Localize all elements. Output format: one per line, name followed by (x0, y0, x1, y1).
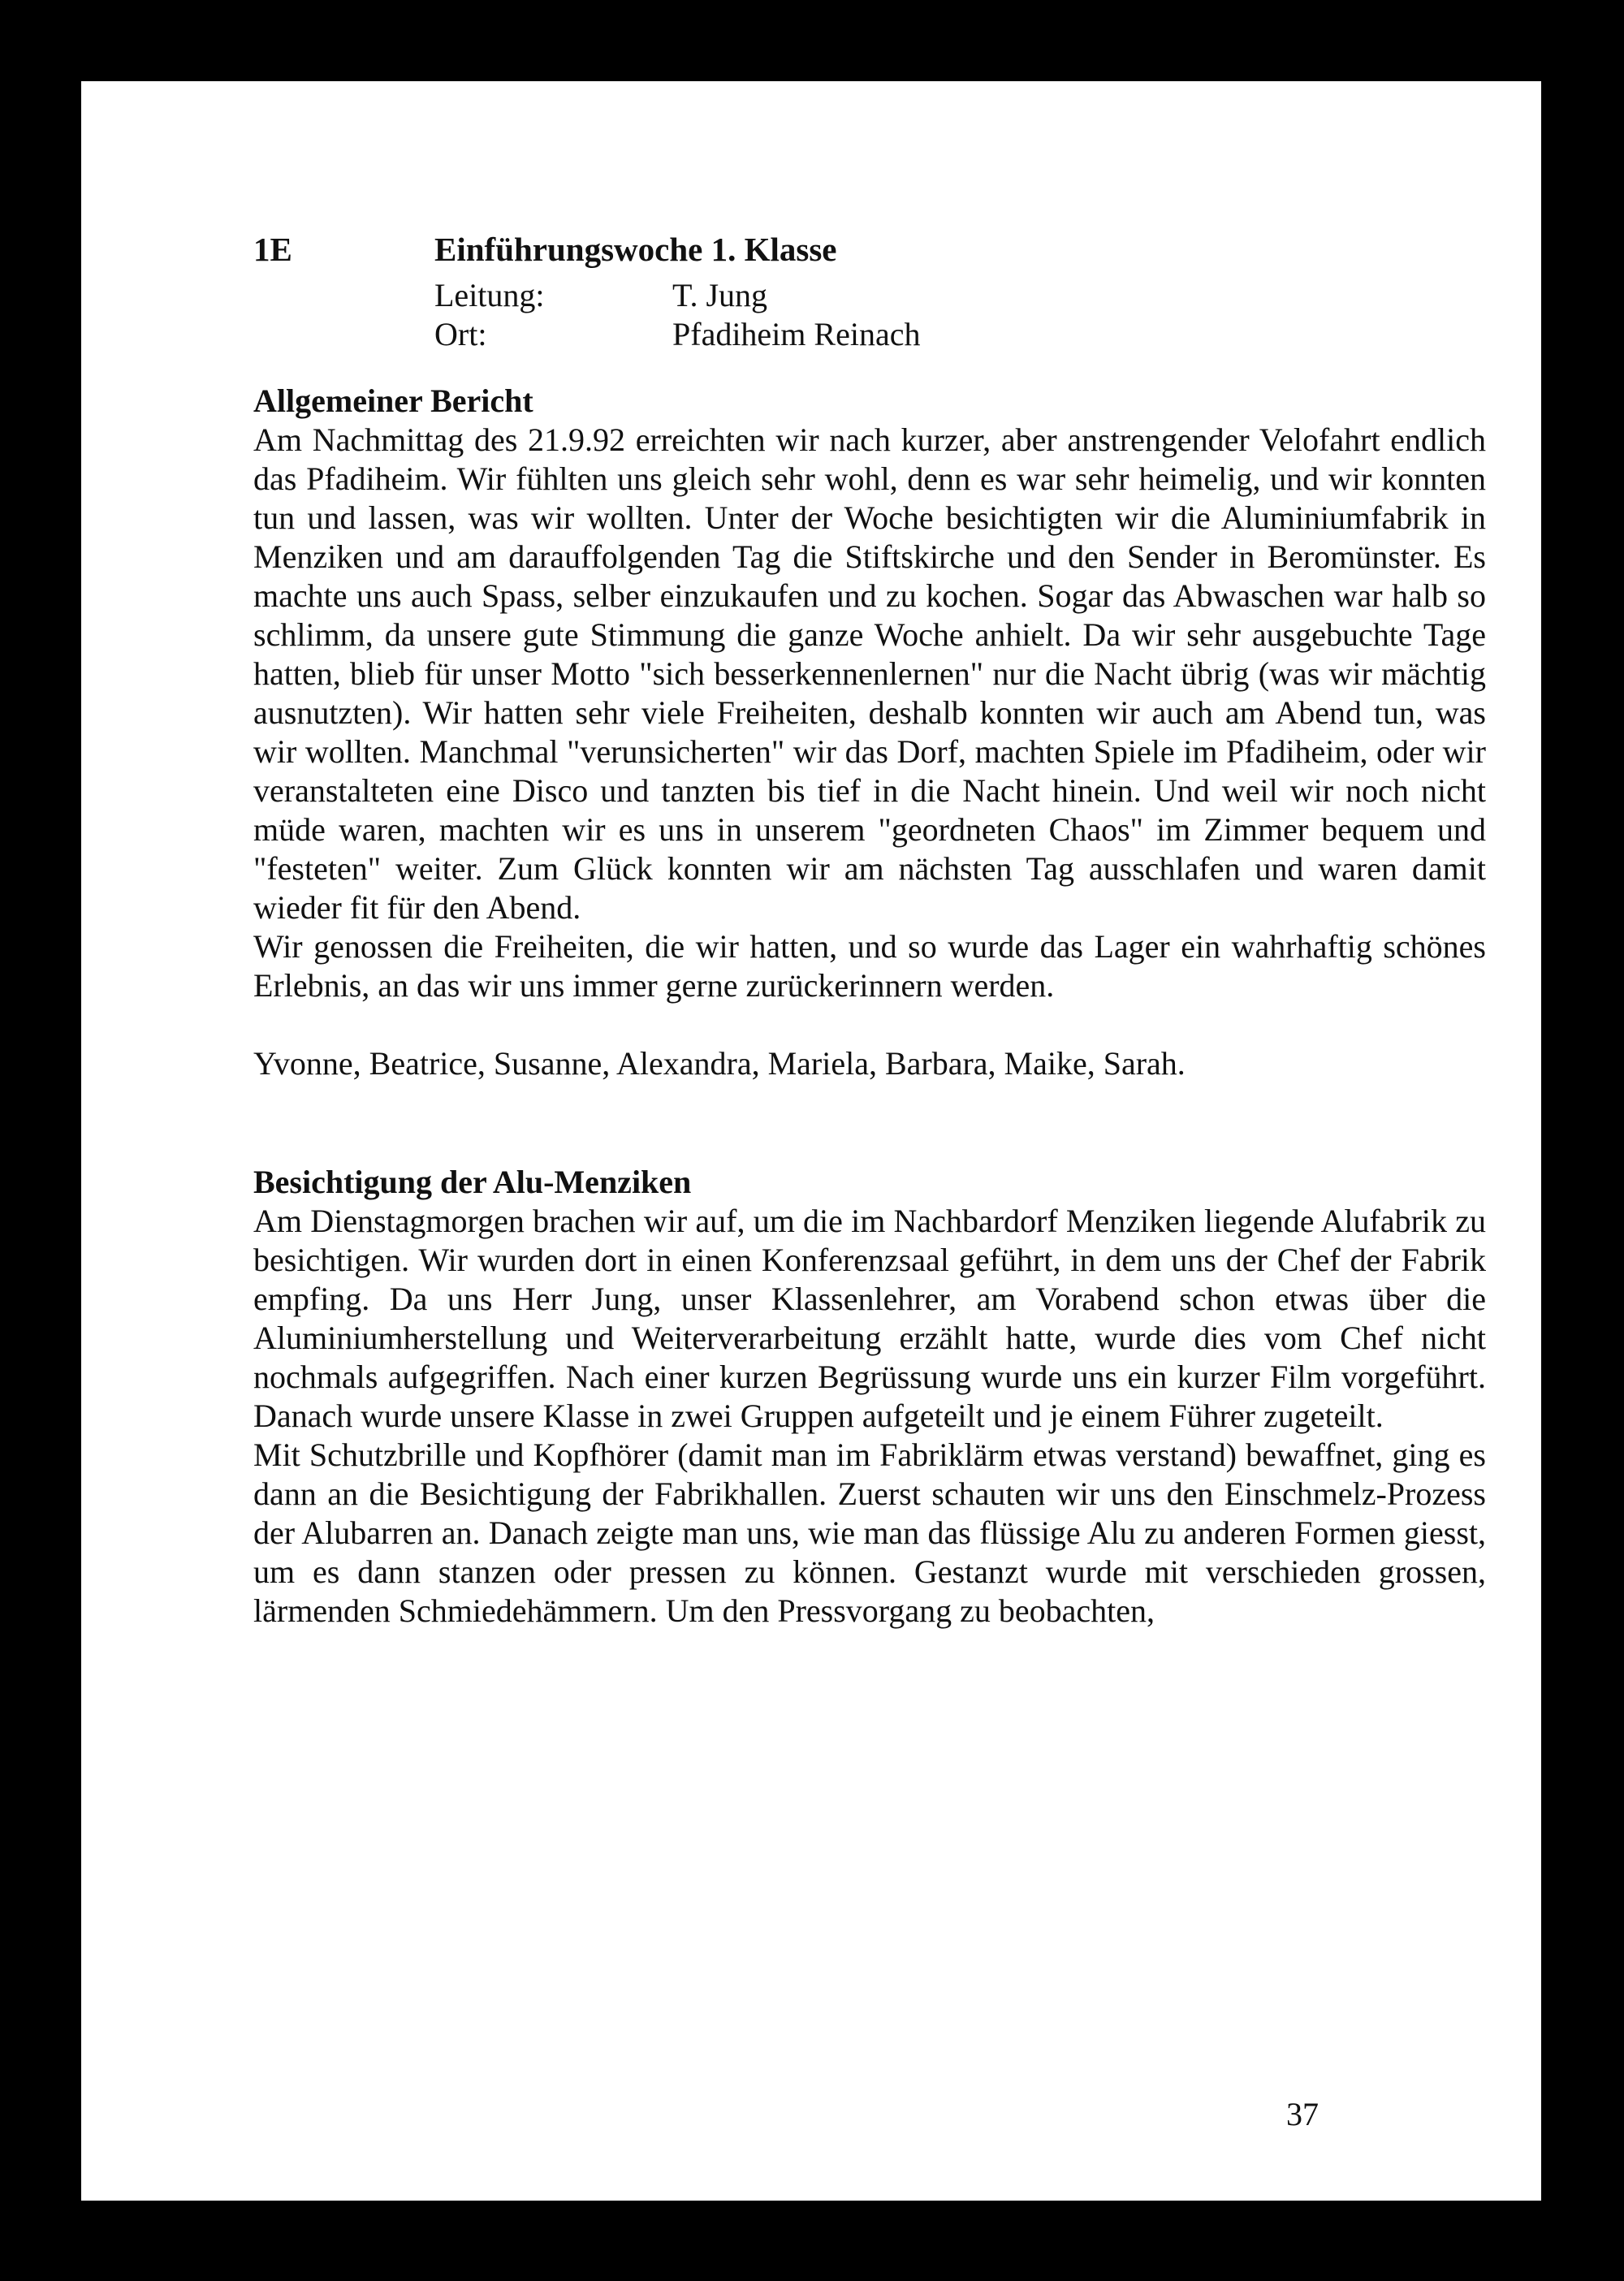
chapter-header (253, 229, 1486, 270)
document-body (253, 229, 1486, 1631)
paragraph: Wir genossen die Freiheiten, die wir hatten, und so wurde das Lager ein wahrhaftig schönes Erlebnis, an das wir uns immer gerne zurückerinnern werden. (253, 928, 1486, 1004)
paragraph: Am Dienstagmorgen brachen wir auf, um die im Nachbardorf Menziken liegende Alufabrik zu besichtigen. Wir wurden dort in einen Konferenzsaal geführt, in dem uns der Chef der Fabrik empfing. Da uns Herr Jung, unser Klassenlehrer, am Vorabend schon etwas über die Aluminiumherstellung und Weiterverarbeitung erzählt hatte, wurde dies vom Chef nicht nochmals aufgegriffen. Nach einer kurzen Begrüssung wurde uns ein kurzer Film vorgeführt. Danach wurde unsere Klasse in zwei Gruppen aufgeteilt und je einem Führer zugeteilt. (253, 1203, 1486, 1434)
meta-row-ort (434, 315, 1486, 354)
section-factory-visit (253, 1163, 1486, 1631)
chapter-code: 1E (253, 231, 292, 268)
meta-block (434, 276, 1486, 354)
ort-value: Pfadiheim Reinach (672, 316, 921, 352)
meta-row-leitung (434, 276, 1486, 315)
paragraph: Mit Schutzbrille und Kopfhörer (damit man im Fabriklärm etwas verstand) bewaffnet, ging es dann an die Besichtigung der Fabrikhallen. Zuerst schauten wir uns den Einschmelz-Prozess der Alubarren an. Danach zeigte man uns, wie man das flüssige Alu zu anderen Formen giesst, um es dann stanzen oder pressen zu können. Gestanzt wurde mit verschieden grossen, lärmenden Schmiedehämmern. Um den Pressvorgang zu beobachten, (253, 1436, 1486, 1629)
paragraph: Am Nachmittag des 21.9.92 erreichten wir nach kurzer, aber anstrengender Velofahrt endlich das Pfadiheim. Wir fühlten uns gleich sehr wohl, denn es war sehr heimelig, und wir konnten tun und lassen, was wir wollten. Unter der Woche besichtigten wir die Aluminiumfabrik in Menziken und am darauffolgenden Tag die Stiftskirche und den Sender in Beromünster. Es machte uns auch Spass, selber einzukaufen und zu kochen. Sogar das Abwaschen war halb so schlimm, da unsere gute Stimmung die ganze Woche anhielt. Da wir sehr ausgebuchte Tage hatten, blieb für unser Motto "sich besserkennenlernen" nur die Nacht übrig (was wir mächtig ausnutzten). Wir hatten sehr viele Freiheiten, deshalb konnten wir auch am Abend tun, was wir wollten. Manchmal "verunsicherten" wir das Dorf, machten Spiele im Pfadiheim, oder wir veranstalteten eine Disco und tanzten bis tief in die Nacht hinein. Und weil wir noch nicht müde waren, machten wir es uns in unserem "geordneten Chaos" im Zimmer bequem und "festeten" weiter. Zum Glück konnten wir am nächsten Tag ausschlafen und waren damit wieder fit für den Abend. (253, 421, 1486, 926)
section-general-report (253, 382, 1486, 1083)
section-title: Besichtigung der Alu-Menziken (253, 1164, 692, 1200)
page-number: 37 (1286, 2096, 1319, 2132)
document-page (81, 81, 1541, 2201)
chapter-title: Einführungswoche 1. Klasse (434, 231, 837, 268)
section-title: Allgemeiner Bericht (253, 382, 533, 419)
ort-label: Ort: (434, 316, 487, 352)
leitung-value: T. Jung (672, 277, 768, 313)
leitung-label: Leitung: (434, 277, 545, 313)
signature-line: Yvonne, Beatrice, Susanne, Alexandra, Mariela, Barbara, Maike, Sarah. (253, 1045, 1186, 1082)
